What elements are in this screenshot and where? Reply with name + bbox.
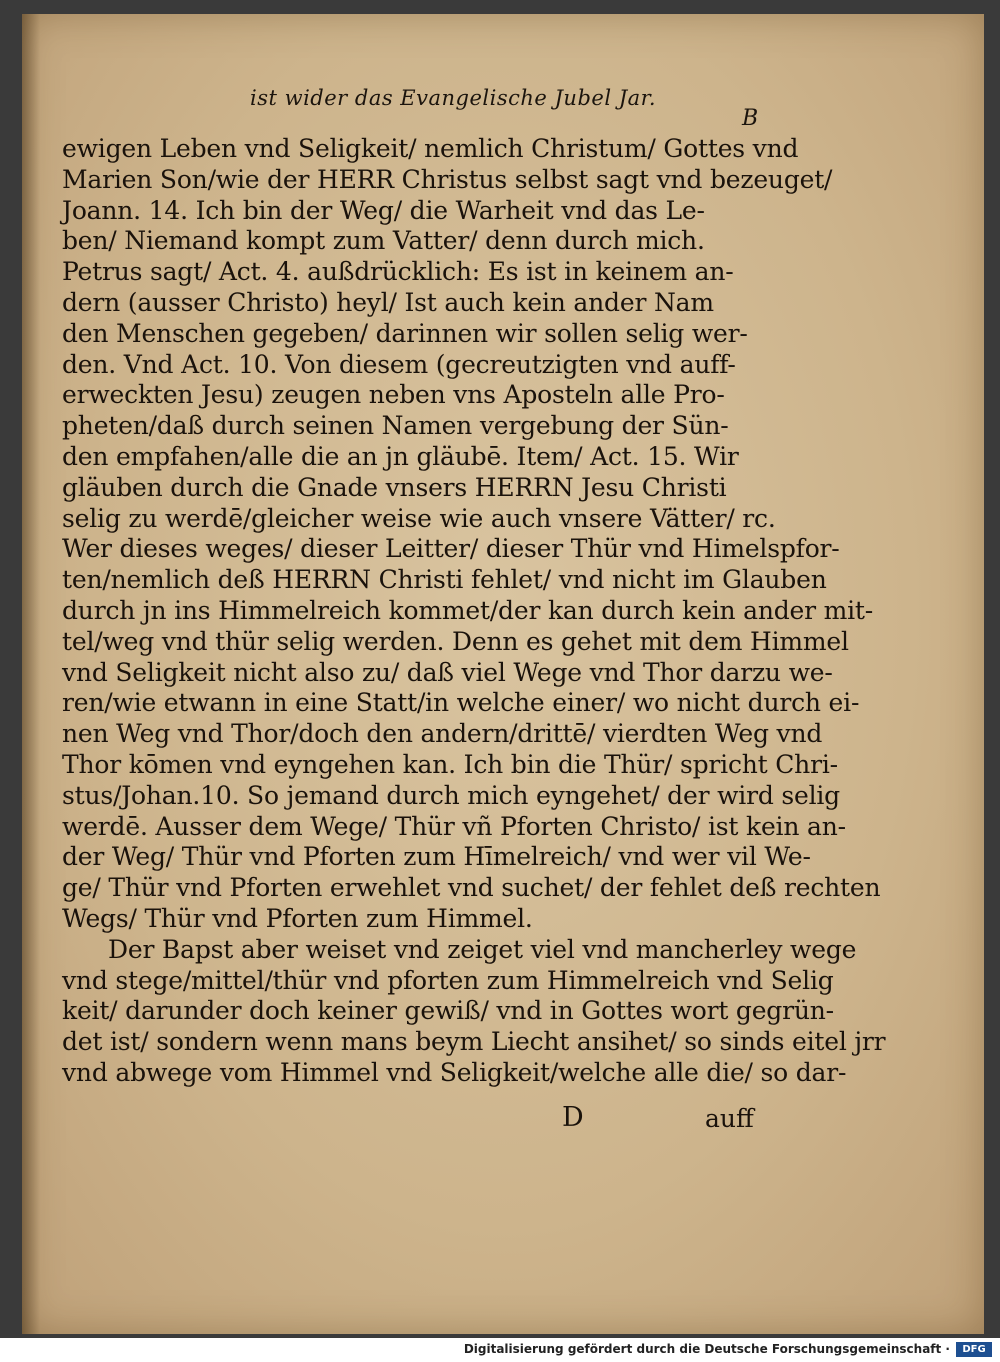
text-line: durch jn ins Himmelreich kommet/der kan durch kein ander mit- [62, 595, 874, 625]
text-line: stus/Johan.10. So jemand durch mich eyngehet/ der wird selig [62, 780, 840, 810]
text-line: pheten/daß durch seinen Namen vergebung der Sün- [62, 411, 729, 441]
catchword: auff [705, 1104, 754, 1133]
folio-mark: B [742, 106, 759, 131]
signature-mark: D [562, 1102, 584, 1133]
text-line: Joann. 14. Ich bin der Weg/ die Warheit vnd das Le- [62, 195, 705, 225]
text-line: det ist/ sondern wenn mans beym Liecht ansihet/ so sinds eitel jrr [62, 1027, 886, 1057]
text-line: Wer dieses weges/ dieser Leitter/ dieser Thür vnd Himelspfor- [62, 534, 840, 564]
text-line: nen Weg vnd Thor/doch den andern/drittē/ vierdten Weg vnd [62, 719, 823, 749]
funding-credit: Digitalisierung gefördert durch die Deutsche Forschungsgemeinschaft · [463, 1342, 950, 1356]
text-line: tel/weg vnd thür selig werden. Denn es gehet mit dem Himmel [62, 626, 849, 656]
text-line: ten/nemlich deß HERRN Christi fehlet/ vnd nicht im Glauben [62, 565, 827, 595]
text-line: selig zu werdē/gleicher weise wie auch vnsere Vätter/ rc. [62, 503, 776, 533]
text-line: vnd stege/mittel/thür vnd pforten zum Himmelreich vnd Selig [62, 965, 834, 995]
book-page [22, 14, 984, 1334]
text-line: ren/wie etwann in eine Statt/in welche einer/ wo nicht durch ei- [62, 688, 860, 718]
text-line: werdē. Ausser dem Wege/ Thür vñ Pforten Christo/ ist kein an- [62, 811, 846, 841]
text-line: den. Vnd Act. 10. Von diesem (gecreutzigten vnd auff- [62, 349, 736, 379]
text-line: Thor kōmen vnd eyngehen kan. Ich bin die Thür/ spricht Chri- [62, 749, 838, 779]
text-line: ge/ Thür vnd Pforten erwehlet vnd suchet/ der fehlet deß rechten [62, 873, 881, 903]
text-line: keit/ darunder doch keiner gewiß/ vnd in Gottes wort gegrün- [62, 996, 834, 1026]
text-block [62, 134, 886, 1089]
text-line: der Weg/ Thür vnd Pforten zum Hīmelreich/ vnd wer vil We- [62, 842, 811, 872]
text-line: dern (ausser Christo) heyl/ Ist auch kein ander Nam [62, 287, 714, 317]
running-head: ist wider das Evangelische Jubel Jar. [250, 86, 657, 110]
text-line: vnd abwege vom Himmel vnd Seligkeit/welche alle die/ so dar- [62, 1057, 847, 1087]
text-line: erweckten Jesu) zeugen neben vns Aposteln alle Pro- [62, 380, 725, 410]
text-line: Wegs/ Thür vnd Pforten zum Himmel. [62, 903, 533, 933]
dfg-logo-icon: DFG [956, 1342, 992, 1357]
text-line: Der Bapst aber weiset vnd zeiget viel vnd mancherley wege [108, 934, 857, 964]
footer-bar [0, 1338, 1000, 1362]
text-line: gläuben durch die Gnade vnsers HERRN Jesu Christi [62, 472, 727, 502]
text-line: Petrus sagt/ Act. 4. außdrücklich: Es ist in keinem an- [62, 257, 734, 287]
text-line: Marien Son/wie der HERR Christus selbst sagt vnd bezeuget/ [62, 164, 833, 194]
text-line: den Menschen gegeben/ darinnen wir sollen selig wer- [62, 318, 748, 348]
text-line: ewigen Leben vnd Seligkeit/ nemlich Christum/ Gottes vnd [62, 134, 799, 163]
text-line: vnd Seligkeit nicht also zu/ daß viel Wege vnd Thor darzu we- [62, 657, 833, 687]
text-line: ben/ Niemand kompt zum Vatter/ denn durch mich. [62, 226, 705, 256]
text-line: den empfahen/alle die an jn gläubē. Item/ Act. 15. Wir [62, 441, 739, 471]
